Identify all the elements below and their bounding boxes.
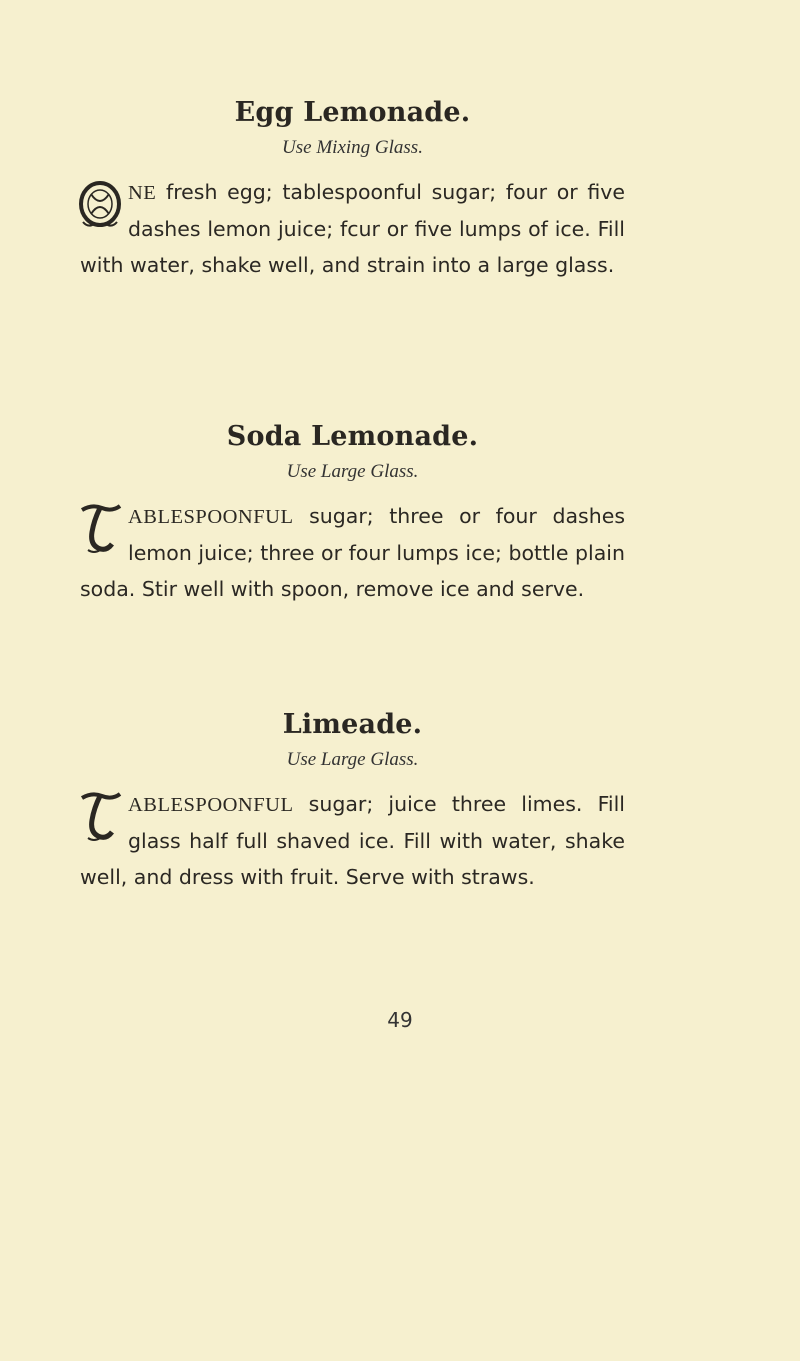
lead-capitals: NE xyxy=(128,182,157,204)
dropcap-o-icon xyxy=(78,178,122,234)
instruction-text: sugar; three or four dashes lemon juice; three or four lumps ice; bottle plain soda. Stir well with spoon, remove ice and serve. xyxy=(80,504,625,601)
dropcap-t-icon xyxy=(78,790,122,846)
recipe-limeade xyxy=(80,708,625,895)
instruction-text: fresh egg; tablespoonful sugar; four or five dashes lemon juice; fcur or five lumps of ice. Fill with water, shake well, and strain into a large glass. xyxy=(80,180,625,277)
recipe-title: Soda Lemonade. xyxy=(226,421,479,452)
recipe-subtitle: Use Large Glass. xyxy=(286,461,419,482)
recipe-subtitle: Use Large Glass. xyxy=(286,749,419,770)
recipe-instructions xyxy=(80,498,625,607)
recipe-soda-lemonade xyxy=(80,420,625,607)
instruction-text: sugar; juice three limes. Fill glass half full shaved ice. Fill with water, shake well, and dress with fruit. Serve with straws. xyxy=(80,792,625,889)
recipe-egg-lemonade xyxy=(80,96,625,283)
recipe-instructions xyxy=(80,174,625,283)
lead-capitals: ABLESPOONFUL xyxy=(128,506,294,528)
recipe-title: Egg Lemonade. xyxy=(234,97,471,128)
recipe-instructions xyxy=(80,786,625,895)
lead-capitals: ABLESPOONFUL xyxy=(128,794,294,816)
recipe-subtitle: Use Mixing Glass. xyxy=(282,137,423,158)
recipe-title: Limeade. xyxy=(282,709,423,740)
page-number: 49 xyxy=(387,1008,413,1032)
dropcap-t-icon xyxy=(78,502,122,558)
